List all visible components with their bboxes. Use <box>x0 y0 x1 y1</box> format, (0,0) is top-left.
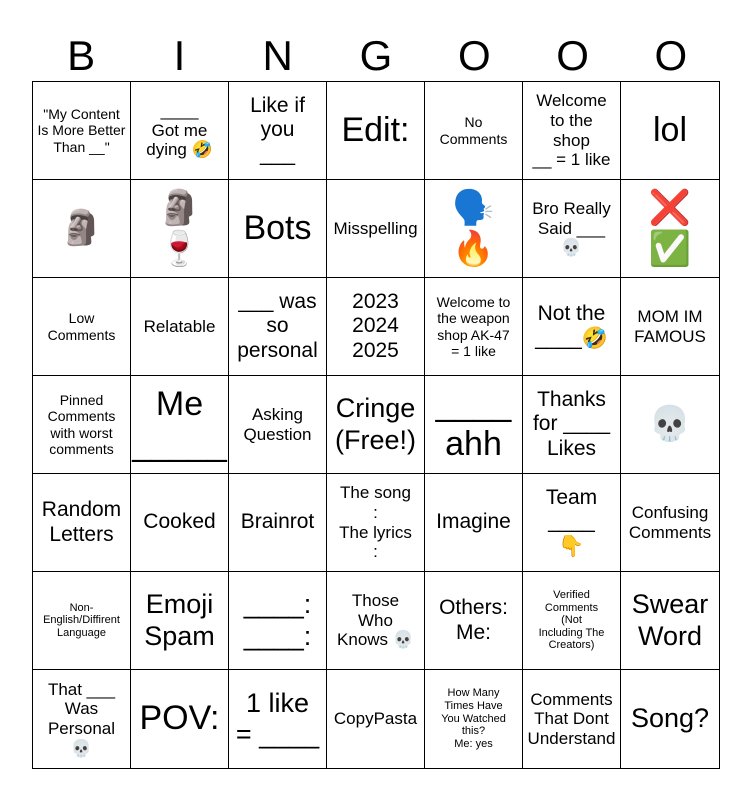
bingo-cell[interactable]: Relatable <box>131 278 229 376</box>
bingo-cell[interactable]: Brainrot <box>229 474 327 572</box>
header-letter: G <box>359 32 393 79</box>
bingo-cell[interactable]: Emoji Spam <box>131 572 229 670</box>
bingo-cell[interactable]: Swear Word <box>621 572 719 670</box>
header-letter: O <box>654 32 688 79</box>
bingo-cell[interactable]: POV: <box>131 670 229 768</box>
bingo-cell[interactable]: Pinned Comments with worst comments <box>33 376 131 474</box>
header-letter: B <box>67 32 96 79</box>
header-letter: I <box>173 32 186 79</box>
bingo-cell[interactable]: Thanks for ____ Likes <box>523 376 621 474</box>
header-letter: N <box>262 32 293 79</box>
bingo-header <box>32 30 720 82</box>
bingo-cell[interactable]: CopyPasta <box>327 670 425 768</box>
bingo-cell[interactable]: Bots <box>229 180 327 278</box>
bingo-cell[interactable]: Comments That Dont Understand <box>523 670 621 768</box>
bingo-cell[interactable]: 🗿 <box>33 180 131 278</box>
bingo-cell[interactable]: Imagine <box>425 474 523 572</box>
bingo-cell[interactable]: 1 like = ____ <box>229 670 327 768</box>
bingo-cell[interactable]: ____ ahh <box>425 376 523 474</box>
bingo-cell[interactable]: Me _____ <box>131 376 229 474</box>
bingo-cell[interactable]: Not the ____🤣 <box>523 278 621 376</box>
bingo-cell[interactable]: ❌ ✅ <box>621 180 719 278</box>
bingo-cell[interactable]: Asking Question <box>229 376 327 474</box>
bingo-cell[interactable]: Like if you ___ <box>229 82 327 180</box>
bingo-cell[interactable]: Cringe (Free!) <box>327 376 425 474</box>
bingo-cell[interactable]: Non- English/Diffirent Language <box>33 572 131 670</box>
bingo-cell[interactable]: Welcome to the shop __ = 1 like <box>523 82 621 180</box>
bingo-cell[interactable]: Team ____ 👇 <box>523 474 621 572</box>
bingo-cell[interactable]: How Many Times Have You Watched this? Me: yes <box>425 670 523 768</box>
bingo-cell[interactable]: ___ was so personal <box>229 278 327 376</box>
bingo-cell[interactable]: 🗿 🍷 <box>131 180 229 278</box>
bingo-cell[interactable]: "My Content Is More Better Than __" <box>33 82 131 180</box>
header-letter: O <box>556 32 589 79</box>
bingo-cell[interactable]: Confusing Comments <box>621 474 719 572</box>
bingo-cell[interactable]: lol <box>621 82 719 180</box>
bingo-cell[interactable]: 💀 <box>621 376 719 474</box>
bingo-cell[interactable]: ____: ____: <box>229 572 327 670</box>
bingo-cell[interactable]: Bro Really Said ___ 💀 <box>523 180 621 278</box>
bingo-cell[interactable]: Low Comments <box>33 278 131 376</box>
bingo-cell[interactable]: The song : The lyrics : <box>327 474 425 572</box>
bingo-cell[interactable]: 2023 2024 2025 <box>327 278 425 376</box>
bingo-cell[interactable]: That ___ Was Personal 💀 <box>33 670 131 768</box>
bingo-cell[interactable]: ____ Got me dying 🤣 <box>131 82 229 180</box>
bingo-cell[interactable]: Others: Me: <box>425 572 523 670</box>
bingo-cell[interactable]: 🗣️ 🔥 <box>425 180 523 278</box>
bingo-cell[interactable]: MOM IM FAMOUS <box>621 278 719 376</box>
bingo-cell[interactable]: Misspelling <box>327 180 425 278</box>
bingo-cell[interactable]: Song? <box>630 703 710 734</box>
bingo-cell[interactable]: Those Who Knows 💀 <box>327 572 425 670</box>
header-letter: O <box>457 32 491 79</box>
bingo-board <box>32 81 720 769</box>
bingo-cell[interactable]: Welcome to the weapon shop AK-47 = 1 like <box>425 278 523 376</box>
bingo-cell[interactable]: Random Letters <box>33 474 131 572</box>
bingo-cell[interactable]: Edit: <box>327 82 425 180</box>
bingo-cell[interactable]: No Comments <box>425 82 523 180</box>
bingo-cell[interactable]: Cooked <box>131 474 229 572</box>
bingo-cell[interactable]: Verified Comments (Not Including The Creators) <box>523 572 621 670</box>
